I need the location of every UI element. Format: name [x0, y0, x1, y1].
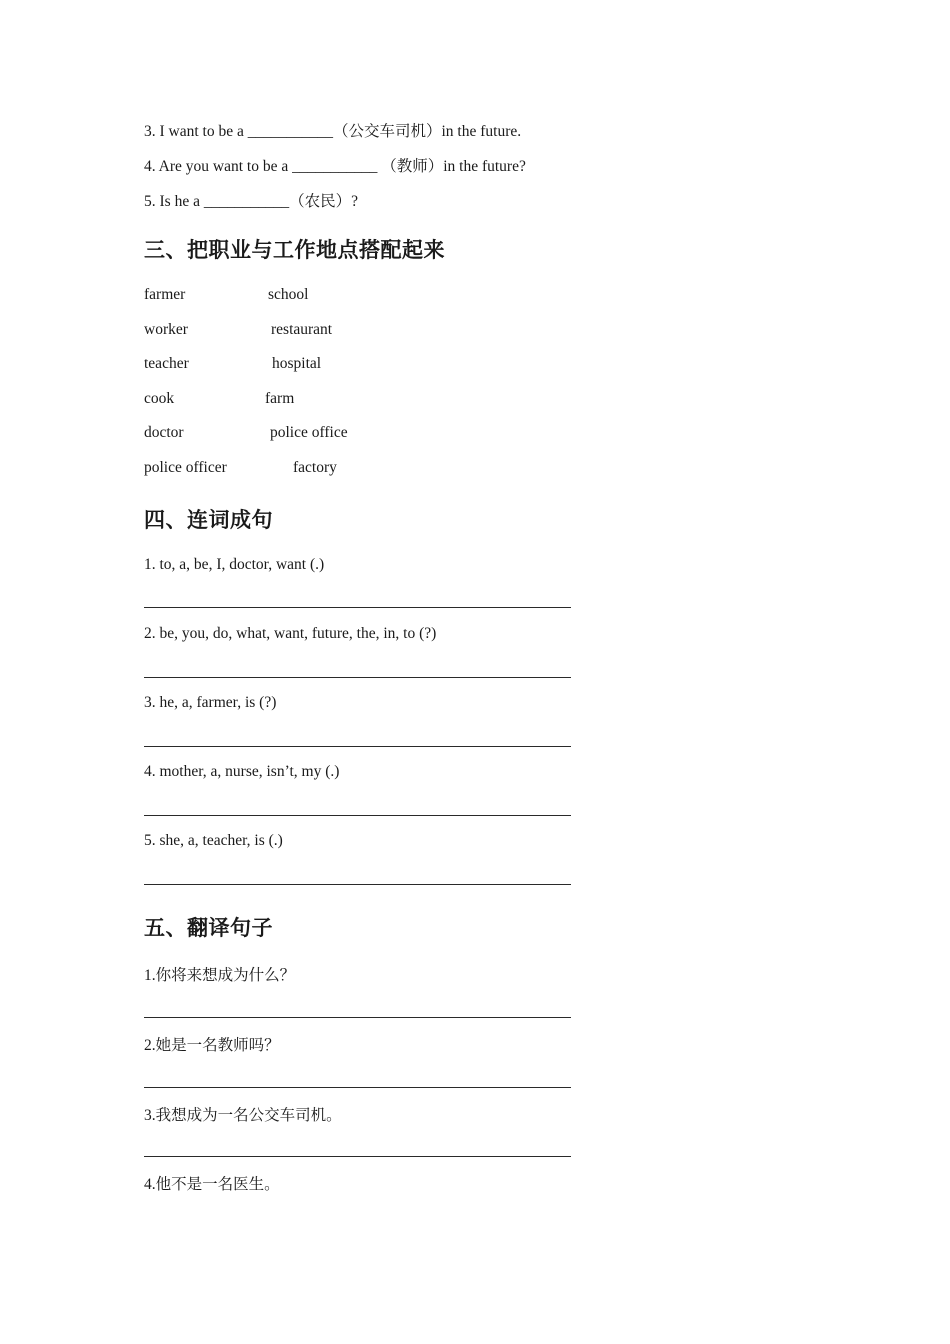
- section-5-heading: 五、翻译句子: [144, 916, 273, 940]
- translate-item-3: 3.我想成为一名公交车司机。: [144, 1107, 342, 1124]
- place-item: hospital: [272, 355, 322, 372]
- answer-line[interactable]: [144, 815, 571, 816]
- answer-line[interactable]: [144, 677, 571, 678]
- sentence-item-2: 2. be, you, do, what, want, future, the, in, to (?): [144, 625, 437, 642]
- answer-line[interactable]: [144, 1017, 571, 1018]
- translate-item-1: 1.你将来想成为什么？: [144, 967, 296, 984]
- fill-blank-item-3: 3. I want to be a ___________（公交车司机）in the future.: [144, 123, 522, 140]
- sentence-item-3: 3. he, a, farmer, is (?): [144, 694, 277, 711]
- sentence-item-4: 4. mother, a, nurse, isn’t, my (.): [144, 763, 340, 780]
- place-item: school: [268, 286, 309, 303]
- answer-line[interactable]: [144, 884, 571, 885]
- fill-blank-item-5: 5. Is he a ___________（农民）?: [144, 193, 358, 210]
- translate-item-2: 2.她是一名教师吗？: [144, 1037, 280, 1054]
- sentence-item-1: 1. to, a, be, I, doctor, want (.): [144, 556, 325, 573]
- job-item: teacher: [144, 355, 189, 372]
- job-item: worker: [144, 321, 188, 338]
- place-item: police office: [270, 424, 348, 441]
- job-item: cook: [144, 390, 175, 407]
- section-3-heading: 三、把职业与工作地点搭配起来: [144, 238, 445, 262]
- place-item: farm: [265, 390, 295, 407]
- job-item: farmer: [144, 286, 186, 303]
- place-item: restaurant: [271, 321, 333, 338]
- translate-item-4: 4.他不是一名医生。: [144, 1176, 280, 1193]
- job-item: doctor: [144, 424, 184, 441]
- answer-line[interactable]: [144, 1156, 571, 1157]
- answer-line[interactable]: [144, 746, 571, 747]
- section-4-heading: 四、连词成句: [144, 508, 273, 532]
- sentence-item-5: 5. she, a, teacher, is (.): [144, 832, 283, 849]
- place-item: factory: [293, 459, 337, 476]
- fill-blank-item-4: 4. Are you want to be a ___________ （教师）in the future?: [144, 158, 526, 175]
- answer-line[interactable]: [144, 1087, 571, 1088]
- job-item: police officer: [144, 459, 227, 476]
- answer-line[interactable]: [144, 607, 571, 608]
